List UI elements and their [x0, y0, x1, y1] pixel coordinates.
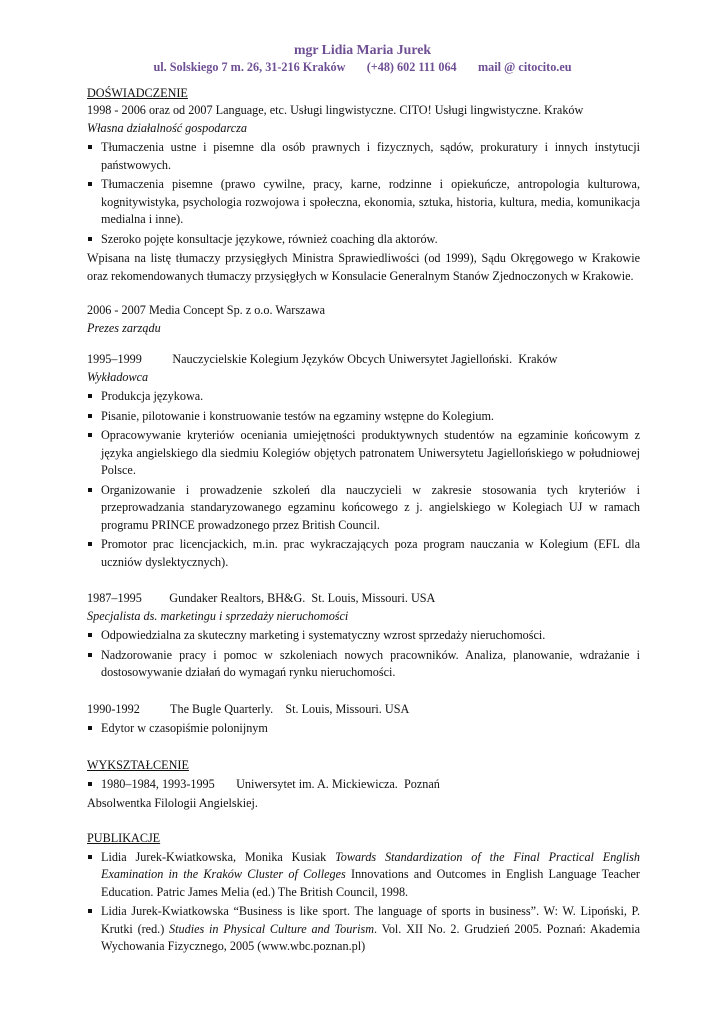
publication-details: . Vol. XII No. 2. Grudzień 2005. Poznań: Akademia Wychowania Fizycznego, 2005 (www.wbc.poznan.pl) [101, 921, 640, 953]
bullet-text: Promotor prac licencjackich, m.in. prac wykraczających poza program nauczania w Kolegium (EFL dla uczniów dyslektycznych). [101, 537, 640, 569]
publication-authors: Lidia Jurek-Kwiatkowska “Business is like sport. The language of sports in business”. W: W. Lipoński, P. Krutki (red.) [101, 904, 640, 936]
publication-details: Innovations and Outcomes in English Language Teacher Education. Patric James Melia (ed.) The British Council, 1998. [101, 867, 640, 899]
contact-line: ul. Solskiego 7 m. 26, 31-216 Kraków (+48) 602 111 064 mail @ citocito.eu [153, 60, 572, 74]
bullet-marker [88, 726, 92, 730]
bullet-text: Organizowanie i prowadzenie szkoleń dla nauczycieli w zakresie stosowania tych kryteriów i przeprowadzania standaryzowanego egzaminu końcowego z j. angielskiego w Kolegiach UJ w ramach programu PRINCE prowadzonego przez British Council. [101, 482, 640, 532]
bullet-text: Szeroko pojęte konsultacje językowe, również coaching dla aktorów. [101, 231, 438, 246]
bullet-item [87, 627, 640, 645]
bullet-item [87, 720, 640, 738]
bullet-item [87, 776, 640, 794]
sworn-translator-note: Wpisana na listę tłumaczy przysięgłych Ministra Sprawiedliwości (od 1999), Sądu Okręgowego w Krakowie oraz rekomendowanych tłumaczy przysięgłych w Konsulacie Generalnym Stanów Zjednoczonych w Krakowie. [87, 251, 640, 283]
bullet-text: Tłumaczenia pisemne (prawo cywilne, pracy, karne, rodzinne i opiekuńcze, antropologia kulturowa, kognitywistyka, psychologia rozwojowa i społeczna, ekonomia, sztuka, historia, kultura, media, komunikacja medialna i inne). [101, 177, 640, 226]
bullet-text: Opracowywanie kryteriów oceniania umiejętności produktywnych studentów na egzaminie końcowym z języka angielskiego dla siedmiu Kolegiów objętych patronatem Uniwersytetu Jagiellońskiego w południowej Polsce. [101, 428, 640, 477]
job-bullets [87, 627, 640, 682]
bullet-text: Tłumaczenia ustne i pisemne dla osób prawnych i fizycznych, sądów, prokuratury i innych instytucji państwowych. [101, 140, 640, 172]
bullet-text: 1980–1984, 1993-1995 Uniwersytet im. A. Mickiewicza. Poznań [101, 776, 440, 791]
job-bullets [87, 388, 640, 571]
bullet-marker [88, 633, 92, 637]
job-line: 1987–1995 Gundaker Realtors, BH&G. St. Louis, Missouri. USA [87, 591, 436, 605]
bullet-text: Edytor w czasopiśmie polonijnym [101, 721, 268, 735]
job-line: 1990-1992 The Bugle Quarterly. St. Louis, Missouri. USA [87, 701, 410, 716]
bullet-item [87, 388, 640, 406]
bullet-marker [88, 782, 92, 786]
job-line: 2006 - 2007 Media Concept Sp. z o.o. Warszawa [87, 303, 326, 317]
bullet-marker [88, 855, 92, 859]
bullet-text: Produkcja językowa. [101, 389, 204, 403]
publication-title: Towards Standardization of the Final Practical English Examination in the Kraków Cluster of Colleges [101, 849, 641, 881]
bullet-item [87, 427, 640, 480]
bullet-marker [88, 414, 92, 418]
bullet-marker [88, 237, 92, 241]
bullet-marker [88, 182, 92, 186]
education-bullets [87, 776, 640, 794]
publications-heading: PUBLIKACJE [87, 830, 161, 845]
bullet-item [87, 176, 640, 229]
bullet-marker [88, 145, 92, 149]
bullet-item [87, 139, 640, 174]
publication-title: Studies in Physical Culture and Tourism [169, 921, 375, 936]
bullet-item [87, 408, 640, 426]
bullet-item [87, 536, 640, 571]
publication-authors: Lidia Jurek-Kwiatkowska, Monika Kusiak [101, 849, 336, 864]
bullet-marker [88, 653, 92, 657]
publication-item [87, 903, 640, 956]
job-line: 1995–1999 Nauczycielskie Kolegium Języków Obcych Uniwersytet Jagielloński. Kraków [87, 352, 558, 366]
author-name: mgr Lidia Maria Jurek [293, 42, 432, 57]
publications-list [87, 849, 640, 956]
job-role: Własna działalność gospodarcza [87, 120, 248, 135]
education-note: Absolwentka Filologii Angielskiej. [87, 796, 258, 810]
bullet-marker [88, 488, 92, 492]
bullet-marker [88, 433, 92, 437]
bullet-text: Nadzorowanie pracy i pomoc w szkoleniach nowych pracowników. Analiza, planowanie, wdrażanie i dostosowywanie działań do wymagań rynku nieruchomości. [101, 647, 640, 679]
job-bullets [87, 139, 640, 248]
bullet-text: Odpowiedzialna za skuteczny marketing i systematyczny wzrost sprzedaży nieruchomości. [101, 628, 546, 642]
bullet-marker [88, 909, 92, 913]
bullet-item [87, 482, 640, 535]
publication-item [87, 849, 640, 902]
job-line: 1998 - 2006 oraz od 2007 Language, etc. Usługi lingwistyczne. CITO! Usługi lingwistyczne. Kraków [87, 103, 584, 117]
job-bullets [87, 720, 640, 738]
bullet-text: Pisanie, pilotowanie i konstruowanie testów na egzaminy wstępne do Kolegium. [101, 408, 494, 423]
bullet-item [87, 647, 640, 682]
experience-heading: DOŚWIADCZENIE [87, 86, 188, 100]
bullet-marker [88, 542, 92, 546]
job-role: Specjalista ds. marketingu i sprzedaży nieruchomości [87, 608, 349, 623]
document-body [87, 85, 640, 958]
bullet-marker [88, 394, 92, 398]
education-heading: WYKSZTAŁCENIE [87, 757, 189, 772]
job-role: Prezes zarządu [87, 320, 161, 335]
bullet-item [87, 231, 640, 249]
job-role: Wykładowca [87, 369, 149, 384]
